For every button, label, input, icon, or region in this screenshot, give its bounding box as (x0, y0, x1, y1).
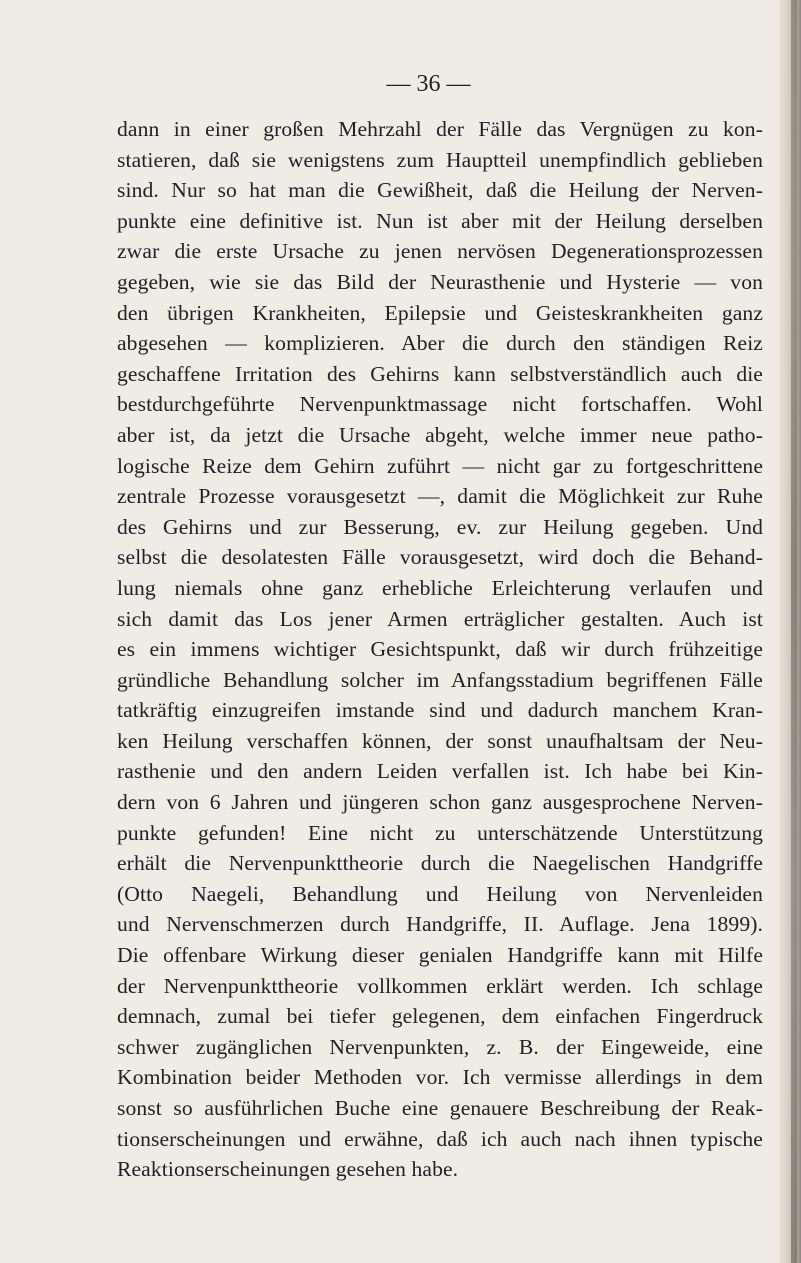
page-right-edge (779, 0, 801, 1263)
text-line: dern von 6 Jahren und jüngeren schon ganz ausgesprochene Nerven- (117, 790, 763, 815)
body-text (117, 114, 763, 1185)
text-line: selbst die desolatesten Fälle vorausgesetzt, wird doch die Behand- (117, 545, 763, 570)
text-line: der Nervenpunkttheorie vollkommen erklärt werden. Ich schlage (117, 973, 763, 998)
text-line: erhält die Nervenpunkttheorie durch die Naegelischen Handgriffe (117, 851, 763, 876)
text-line: abgesehen — komplizieren. Aber die durch den ständigen Reiz (117, 331, 763, 356)
text-line: gegeben, wie sie das Bild der Neurasthenie und Hysterie — von (117, 269, 763, 294)
text-line: und Nervenschmerzen durch Handgriffe, II. Auflage. Jena 1899). (117, 912, 763, 937)
text-line: sich damit das Los jener Armen erträglicher gestalten. Auch ist (117, 606, 763, 631)
text-line: sind. Nur so hat man die Gewißheit, daß die Heilung der Nerven- (117, 178, 763, 203)
text-line: den übrigen Krankheiten, Epilepsie und Geisteskrankheiten ganz (117, 300, 763, 325)
text-line: sonst so ausführlichen Buche eine genauere Beschreibung der Reak- (117, 1096, 763, 1120)
text-line: tatkräftig einzugreifen imstande sind und dadurch manchem Kran- (117, 698, 763, 723)
text-line: geschaffene Irritation des Gehirns kann selbstverständlich auch die (117, 361, 763, 386)
text-line: punkte gefunden! Eine nicht zu unterschätzende Unterstützung (117, 820, 763, 845)
text-line: ken Heilung verschaffen können, der sonst unaufhaltsam der Neu- (117, 728, 763, 753)
text-line: gründliche Behandlung solcher im Anfangsstadium begriffenen Fälle (117, 667, 763, 692)
text-line: rasthenie und den andern Leiden verfallen ist. Ich habe bei Kin- (117, 759, 763, 784)
text-line: demnach, zumal bei tiefer gelegenen, dem einfachen Fingerdruck (117, 1004, 763, 1029)
page-number: — 36 — (386, 71, 471, 97)
text-line: dann in einer großen Mehrzahl der Fälle das Vergnügen zu kon- (117, 117, 763, 141)
text-line: zwar die erste Ursache zu jenen nervösen Degenerationsprozessen (117, 239, 763, 264)
text-line: (Otto Naegeli, Behandlung und Heilung von Nervenleiden (117, 881, 763, 906)
text-line: tionserscheinungen und erwähne, daß ich auch nach ihnen typische (117, 1126, 763, 1151)
text-line: schwer zugänglichen Nervenpunkten, z. B. der Eingeweide, eine (117, 1034, 763, 1059)
text-line: Reaktionserscheinungen gesehen habe. (117, 1157, 459, 1182)
text-line: statieren, daß sie wenigstens zum Hauptteil unempfindlich geblieben (117, 147, 763, 172)
text-line: Die offenbare Wirkung dieser genialen Handgriffe kann mit Hilfe (117, 943, 763, 968)
page-binding-shadow (791, 0, 797, 1263)
text-line: bestdurchgeführte Nervenpunktmassage nicht fortschaffen. Wohl (117, 392, 763, 417)
text-line: punkte eine definitive ist. Nun ist aber mit der Heilung derselben (117, 208, 763, 233)
text-line: es ein immens wichtiger Gesichtspunkt, daß wir durch frühzeitige (117, 637, 763, 662)
text-line: zentrale Prozesse vorausgesetzt —, damit die Möglichkeit zur Ruhe (117, 484, 763, 509)
text-line: aber ist, da jetzt die Ursache abgeht, welche immer neue patho- (117, 422, 763, 447)
text-line: lung niemals ohne ganz erhebliche Erleichterung verlaufen und (117, 575, 763, 600)
text-line: logische Reize dem Gehirn zuführt — nicht gar zu fortgeschrittene (117, 453, 763, 478)
text-line: des Gehirns und zur Besserung, ev. zur Heilung gegeben. Und (117, 514, 763, 539)
text-line: Kombination beider Methoden vor. Ich vermisse allerdings in dem (117, 1065, 763, 1090)
